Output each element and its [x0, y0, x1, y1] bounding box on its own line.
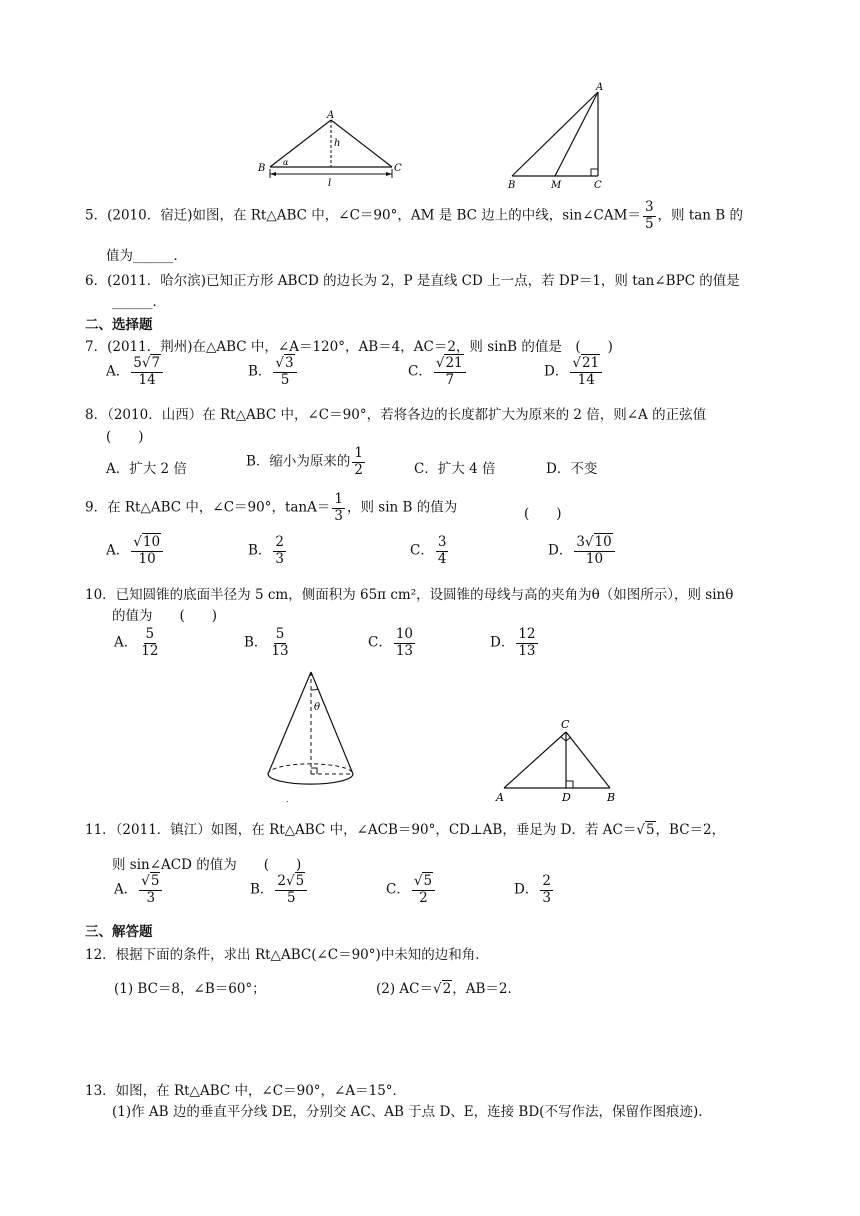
label-alpha: α — [283, 158, 289, 167]
question-5 — [85, 200, 743, 232]
q8-option-c: C．扩大 4 倍 — [414, 461, 496, 477]
q8-paren: ( ) — [106, 429, 144, 445]
label-B: B — [508, 180, 516, 191]
q9-option-d: D． $\frac{3√10}{10}$ — [548, 535, 617, 567]
q10-option-b: B． $\frac{5}{13}$ — [244, 626, 289, 659]
label-A: A — [596, 82, 604, 93]
figure-right-triangle-median — [500, 80, 620, 192]
label-B: B — [258, 163, 266, 174]
q5-fraction: $\frac{3}{5}$ — [644, 199, 654, 232]
q11-option-a: A． $\frac{√5}{3}$ — [114, 874, 164, 906]
figure-right-triangle-altitude — [490, 712, 625, 804]
label-B: B — [607, 791, 616, 804]
label-M: M — [551, 180, 562, 191]
question-6: 6．(2011．哈尔滨)已知正方形 ABCD 的边长为 2，P 是直线 CD 上一点，若 DP＝1，则 tan∠BPC 的值是 — [85, 273, 740, 289]
q11-option-c: C． $\frac{√5}{2}$ — [386, 874, 437, 906]
q7-option-b: B． $\frac{√3}{5}$ — [248, 356, 299, 388]
label-l: l — [328, 178, 332, 188]
q9-paren: ( ) — [524, 506, 562, 522]
q9-option-c: C． $\frac{3}{4}$ — [410, 534, 447, 567]
q8-option-d: D．不变 — [546, 461, 598, 477]
q6-line2: ______． — [112, 294, 166, 310]
question-10: 10．已知圆锥的底面半径为 5 cm，侧面积为 65π cm²，设圆锥的母线与高的夹角为θ（如图所示），则 sinθ — [85, 587, 734, 603]
q8-option-b: B．缩小为原来的 $\frac{1}{2}$ — [246, 445, 364, 478]
label-A: A — [327, 110, 335, 121]
q8-option-a: A．扩大 2 倍 — [106, 461, 187, 477]
question-8: 8．（2010．山西）在 Rt△ABC 中，∠C＝90°，若将各边的长度都扩大为原来的 2 倍，则∠A 的正弦值 — [85, 407, 707, 423]
q7-option-d: D． $\frac{√21}{14}$ — [544, 356, 604, 388]
q7-option-c: C． $\frac{√21}{7}$ — [408, 356, 468, 388]
q7-option-a: A． $\frac{5√7}{14}$ — [106, 356, 165, 388]
label-theta: θ — [314, 702, 321, 713]
question-11: 11．（2011．镇江）如图，在 Rt△ABC 中，∠ACB＝90°，CD⊥AB，垂足为 D．若 AC＝√5，BC＝2， — [85, 822, 726, 838]
q9-option-b: B． $\frac{2}{3}$ — [248, 534, 285, 567]
q12-part2: (2) AC＝√2，AB＝2． — [376, 981, 521, 997]
q10-option-a: A． $\frac{5}{12}$ — [114, 626, 159, 659]
q11-option-b: B． $\frac{2√5}{5}$ — [250, 874, 309, 906]
q9-option-a: A． $\frac{√10}{10}$ — [106, 535, 165, 567]
q10-line2: 的值为 ( ) — [112, 608, 218, 624]
svg-text:.: . — [286, 795, 289, 804]
label-C: C — [394, 163, 402, 174]
q10-option-c: C． $\frac{10}{13}$ — [368, 626, 414, 659]
label-A: A — [496, 791, 504, 804]
label-h: h — [334, 138, 341, 149]
q11-option-d: D． $\frac{2}{3}$ — [514, 873, 551, 906]
question-7: 7．(2011．荆州)在△ABC 中，∠A＝120°，AB＝4，AC＝2，则 sinB 的值是 ( ) — [85, 339, 613, 355]
figure-isosceles-triangle — [250, 108, 410, 188]
question-12: 12．根据下面的条件，求出 Rt△ABC(∠C＝90°)中未知的边和角． — [85, 947, 489, 963]
label-C: C — [561, 718, 570, 731]
q12-part1: (1) BC＝8，∠B＝60°； — [114, 981, 266, 997]
section-title-answer: 三、解答题 — [85, 924, 153, 940]
q5-stem: 5．(2010．宿迁)如图，在 Rt△ABC 中，∠C＝90°，AM 是 BC 边上的中线，sin∠CAM＝ — [85, 207, 641, 224]
label-C: C — [594, 180, 602, 191]
figure-cone — [258, 668, 368, 804]
q5-tail: ，则 tan B 的 — [657, 207, 744, 224]
question-13: 13．如图，在 Rt△ABC 中，∠C＝90°，∠A＝15°． — [85, 1083, 407, 1099]
section-title-choice: 二、选择题 — [85, 317, 153, 333]
question-9: 9．在 Rt△ABC 中，∠C＝90°，tanA＝ $\frac{1}{3}$ ，则 sin B 的值为 — [85, 491, 458, 524]
q13-part1: (1)作 AB 边的垂直平分线 DE，分别交 AC、AB 于点 D、E，连接 BD(不写作法，保留作图痕迹). — [112, 1104, 703, 1120]
q11-line2: 则 sin∠ACD 的值为 ( ) — [112, 857, 302, 873]
q10-option-d: D． $\frac{12}{13}$ — [490, 626, 536, 659]
q5-line2: 值为______． — [106, 248, 187, 264]
label-D: D — [562, 791, 571, 804]
